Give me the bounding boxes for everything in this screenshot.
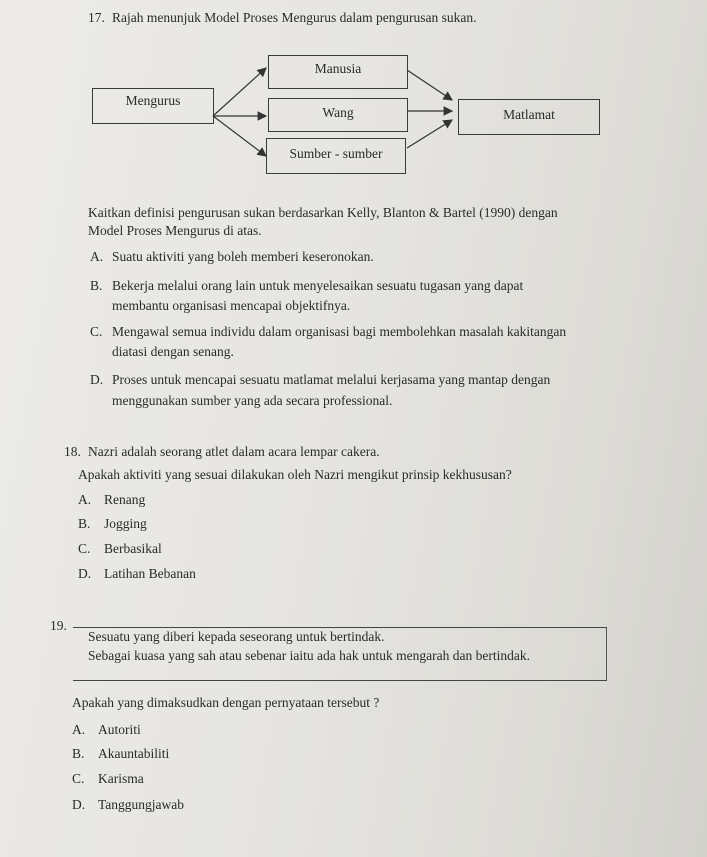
q17-option-a-letter: A.: [90, 249, 104, 264]
q19-question: Apakah yang dimaksudkan dengan pernyataan tersebut ?: [72, 695, 380, 710]
q17-question-line1: Kaitkan definisi pengurusan sukan berdasarkan Kelly, Blanton & Bartel (1990) dengan: [88, 205, 558, 220]
box-manusia: [268, 55, 408, 89]
q18-option-d-text: Latihan Bebanan: [104, 566, 196, 581]
q19-option-a-letter: A.: [72, 722, 86, 737]
q17-option-b-letter: B.: [90, 278, 103, 293]
q17-option-a-text: Suatu aktiviti yang boleh memberi keseronokan.: [112, 249, 374, 264]
q17-option-d-letter: D.: [90, 372, 104, 387]
box-sumber-label: Sumber - sumber: [289, 146, 383, 161]
q19-option-d-text: Tanggungjawab: [98, 797, 185, 812]
arrow-sumber-matlamat: [407, 120, 452, 148]
q18-option-c-letter: C.: [78, 541, 91, 556]
q18-option-a-letter: A.: [78, 492, 92, 507]
q19-number: 19.: [50, 618, 67, 633]
q18-stem: Nazri adalah seorang atlet dalam acara lempar cakera.: [88, 444, 380, 459]
q18-option-a-text: Renang: [104, 492, 146, 507]
q18-option-d-letter: D.: [78, 566, 92, 581]
box-manusia-label: Manusia: [314, 61, 362, 76]
q19-box-line1: Sesuatu yang diberi kepada seseorang untuk bertindak.: [88, 629, 385, 644]
box-matlamat-label: Matlamat: [503, 107, 555, 122]
box-mengurus: [92, 88, 214, 124]
arrow-to-manusia: [213, 68, 266, 116]
q17-option-d-line2: menggunakan sumber yang ada secara professional.: [112, 393, 393, 408]
box-wang-label: Wang: [322, 105, 354, 120]
q17-option-c-line1: Mengawal semua individu dalam organisasi bagi membolehkan masalah kakitangan: [112, 324, 567, 339]
box-matlamat: [458, 99, 600, 135]
q18-number: 18.: [64, 444, 81, 459]
arrow-manusia-matlamat: [407, 70, 452, 100]
q17-option-c-letter: C.: [90, 324, 103, 339]
q17-stem: Rajah menunjuk Model Proses Mengurus dalam pengurusan sukan.: [112, 10, 477, 25]
q17-number: 17.: [88, 10, 105, 25]
q17-option-d-line1: Proses untuk mencapai sesuatu matlamat melalui kerjasama yang mantap dengan: [112, 372, 551, 387]
q18-question: Apakah aktiviti yang sesuai dilakukan oleh Nazri mengikut prinsip kekhususan?: [78, 467, 512, 482]
q19-option-b-letter: B.: [72, 746, 85, 761]
q19-option-d-letter: D.: [72, 797, 86, 812]
process-diagram: [0, 0, 707, 190]
q17-option-b-line2: membantu organisasi mencapai objektifnya.: [112, 298, 351, 313]
q19-option-b-text: Akauntabiliti: [98, 746, 170, 761]
q19-option-c-text: Karisma: [98, 771, 144, 786]
box-mengurus-label: Mengurus: [125, 93, 181, 108]
q18-option-b-letter: B.: [78, 516, 91, 531]
q17-option-b-line1: Bekerja melalui orang lain untuk menyelesaikan sesuatu tugasan yang dapat: [112, 278, 524, 293]
q19-box-line2: Sebagai kuasa yang sah atau sebenar iaitu ada hak untuk mengarah dan bertindak.: [88, 648, 530, 663]
q18-option-c-text: Berbasikal: [104, 541, 162, 556]
q18-option-b-text: Jogging: [104, 516, 147, 531]
box-sumber: [266, 138, 406, 174]
q17-option-c-line2: diatasi dengan senang.: [112, 344, 234, 359]
box-wang: [268, 98, 408, 132]
q17-question-line2: Model Proses Mengurus di atas.: [88, 223, 262, 238]
arrow-to-sumber: [213, 116, 266, 156]
q19-option-c-letter: C.: [72, 771, 85, 786]
q19-option-a-text: Autoriti: [98, 722, 141, 737]
